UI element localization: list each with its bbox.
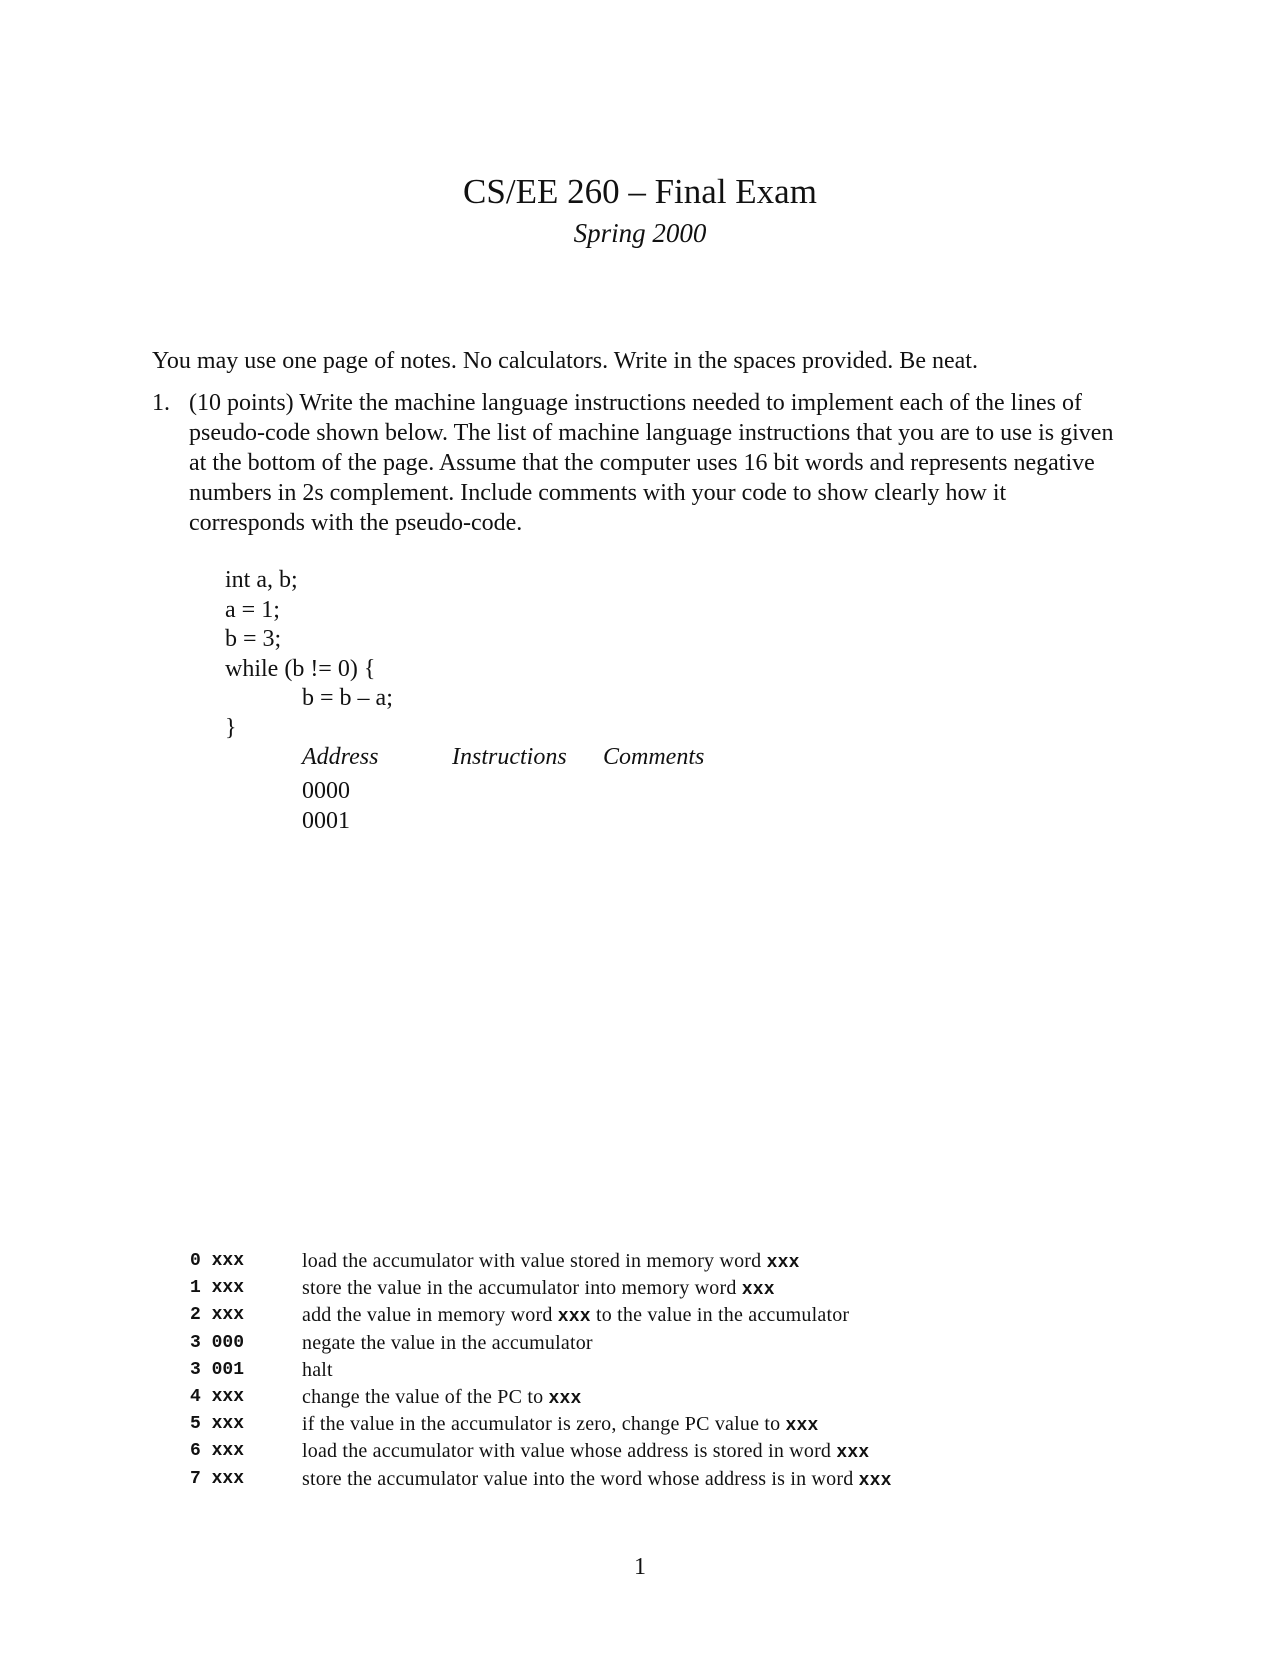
operand: xxx	[858, 1470, 892, 1491]
instructions-column-header: Instructions	[452, 744, 567, 770]
operand: xxx	[785, 1416, 819, 1437]
opcode: 7 xxx	[190, 1468, 245, 1489]
instruction-description: load the accumulator with value whose address is stored in word xxx	[302, 1440, 870, 1464]
instruction-description: load the accumulator with value stored in memory word xxx	[302, 1250, 800, 1273]
instruction-description: negate the value in the accumulator	[302, 1331, 593, 1354]
code-line: a = 1;	[225, 596, 280, 623]
operand: xxx	[548, 1388, 582, 1409]
exam-subtitle: Spring 2000	[573, 218, 707, 248]
opcode: 3 000	[190, 1332, 245, 1353]
address-cell: 0000	[302, 778, 350, 804]
operand: xxx	[741, 1280, 775, 1301]
code-line: b = b – a;	[302, 685, 393, 711]
address-cell: 0001	[302, 808, 350, 834]
instruction-description: halt	[302, 1358, 333, 1381]
operand: xxx	[766, 1253, 800, 1273]
pseudo-code	[225, 566, 393, 743]
opcode: 5 xxx	[190, 1414, 245, 1435]
code-line: int a, b;	[225, 567, 298, 593]
page-number: 1	[634, 1554, 646, 1580]
instruction-description: store the value in the accumulator into memory word xxx	[302, 1277, 775, 1301]
question-text: (10 points) Write the machine language instructions needed to implement each of the lines of pseudo-code shown below. The list of machine language instructions that you are to use is given at the bottom of the page. Assume that the computer uses 16 bit words and represents negative numbers in 2s complement. Include comments with your code to show clearly how it corresponds with the pseudo-code.	[189, 390, 1114, 536]
instruction-description: if the value in the accumulator is zero, change PC value to xxx	[302, 1413, 819, 1437]
question-number: 1.	[152, 390, 170, 416]
exam-title: CS/EE 260 – Final Exam	[463, 172, 817, 211]
operand: xxx	[557, 1307, 591, 1328]
opcode: 0 xxx	[190, 1251, 245, 1271]
operand: xxx	[836, 1443, 870, 1464]
opcode: 6 xxx	[190, 1441, 245, 1462]
opcode: 3 001	[190, 1359, 245, 1380]
instruction-description: change the value of the PC to xxx	[302, 1385, 582, 1409]
code-line: b = 3;	[225, 626, 282, 652]
opcode: 2 xxx	[190, 1305, 245, 1326]
exam-instructions: You may use one page of notes. No calculators. Write in the spaces provided. Be neat.	[152, 348, 978, 374]
code-line: while (b != 0) {	[225, 655, 376, 682]
question-1	[152, 388, 1127, 538]
code-line: }	[225, 714, 237, 741]
instruction-description: add the value in memory word xxx to the value in the accumulator	[302, 1304, 850, 1328]
instruction-description: store the accumulator value into the word whose address is in word xxx	[302, 1467, 892, 1491]
opcode: 4 xxx	[190, 1386, 245, 1407]
opcode: 1 xxx	[190, 1278, 245, 1299]
comments-column-header: Comments	[603, 744, 705, 770]
address-column-header: Address	[302, 744, 379, 770]
